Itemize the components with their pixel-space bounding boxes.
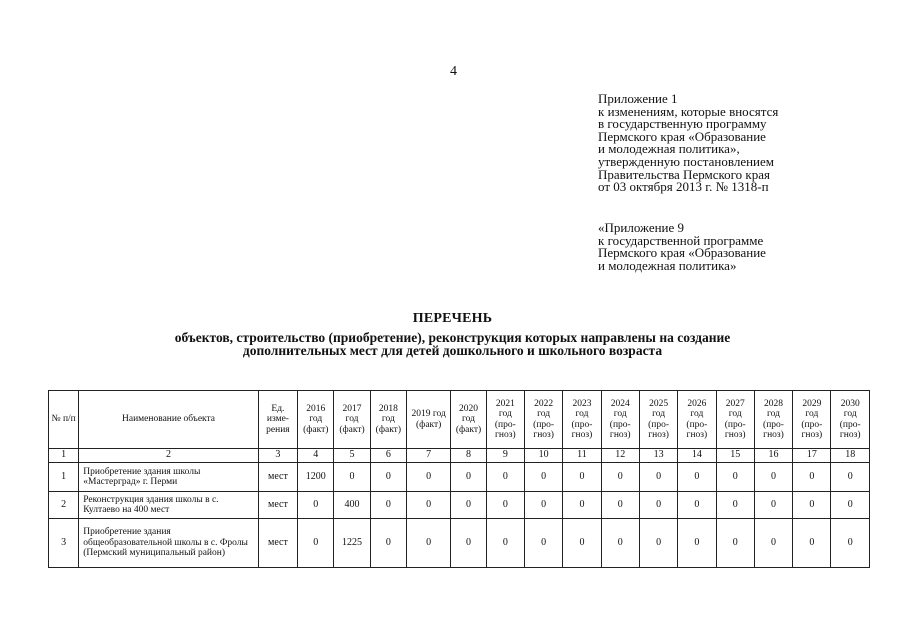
value-cell: 0 (486, 492, 524, 519)
value-cell: 0 (524, 492, 562, 519)
value-cell: 0 (678, 519, 716, 568)
value-cell: 0 (678, 463, 716, 492)
object-name-cell: Приобретение здания общеобразовательной школы в с. Фролы (Пермский муниципальный район) (79, 519, 259, 568)
appendix-1-line: и молодежная политика», (598, 141, 740, 157)
column-header: 2025 год (про- гноз) (639, 391, 677, 449)
column-header: 2028 год (про- гноз) (754, 391, 792, 449)
appendix-1-line: Правительства Пермского края (598, 166, 770, 182)
column-number: 18 (831, 449, 870, 463)
value-cell: 0 (601, 463, 639, 492)
value-cell: 0 (451, 519, 486, 568)
column-header: 2023 год (про- гноз) (563, 391, 601, 449)
value-cell: 0 (524, 463, 562, 492)
value-cell: 0 (486, 519, 524, 568)
column-number: 4 (298, 449, 334, 463)
object-name-cell: Приобретение здания школы «Мастерград» г. Перми (79, 463, 259, 492)
value-cell: 0 (716, 492, 754, 519)
column-header: 2021 год (про- гноз) (486, 391, 524, 449)
value-cell: 0 (563, 492, 601, 519)
value-cell: 0 (370, 492, 406, 519)
appendix-1-line: от 03 октября 2013 г. № 1318-п (598, 179, 769, 195)
value-cell: 0 (370, 463, 406, 492)
value-cell: 0 (678, 492, 716, 519)
objects-table (48, 390, 870, 568)
value-cell: 0 (451, 492, 486, 519)
appendix-1-reference (598, 93, 778, 194)
column-header: 2030 год (про- гноз) (831, 391, 870, 449)
column-number: 11 (563, 449, 601, 463)
column-number: 2 (79, 449, 259, 463)
column-header: 2026 год (про- гноз) (678, 391, 716, 449)
value-cell: 1200 (298, 463, 334, 492)
value-cell: 400 (334, 492, 370, 519)
row-number-cell: 1 (49, 463, 79, 492)
column-header: 2020 год (факт) (451, 391, 486, 449)
column-header: 2024 год (про- гноз) (601, 391, 639, 449)
value-cell: 0 (298, 519, 334, 568)
value-cell: 0 (793, 463, 831, 492)
value-cell: 0 (754, 492, 792, 519)
row-number-cell: 2 (49, 492, 79, 519)
value-cell: 0 (601, 519, 639, 568)
column-number: 12 (601, 449, 639, 463)
column-number: 15 (716, 449, 754, 463)
column-header: 2029 год (про- гноз) (793, 391, 831, 449)
subtitle-line: дополнительных мест для детей дошкольного и школьного возраста (242, 343, 663, 358)
page-number: 4 (450, 64, 457, 79)
column-number: 14 (678, 449, 716, 463)
column-header: 2019 год (факт) (406, 391, 450, 449)
document-title: ПЕРЕЧЕНЬ (412, 311, 493, 326)
unit-cell: мест (258, 519, 297, 568)
table-body (49, 463, 870, 568)
value-cell: 0 (754, 463, 792, 492)
unit-cell: мест (258, 492, 297, 519)
value-cell: 0 (563, 463, 601, 492)
column-number: 16 (754, 449, 792, 463)
value-cell: 0 (716, 463, 754, 492)
column-number-row (49, 449, 870, 463)
column-number: 10 (524, 449, 562, 463)
object-name-cell: Реконструкция здания школы в с. Култаево на 400 мест (79, 492, 259, 519)
column-header: Наименование объекта (79, 391, 259, 449)
value-cell: 0 (298, 492, 334, 519)
appendix-1-line: к изменениям, которые вносятся (598, 103, 779, 119)
column-number: 3 (258, 449, 297, 463)
column-header: Ед. изме- рения (258, 391, 297, 449)
value-cell: 0 (406, 463, 450, 492)
appendix-9-line: к государственной программе (598, 232, 764, 248)
value-cell: 0 (754, 519, 792, 568)
value-cell: 0 (793, 492, 831, 519)
column-number: 1 (49, 449, 79, 463)
appendix-9-line: «Приложение 9 (598, 220, 685, 235)
column-header: 2016 год (факт) (298, 391, 334, 449)
value-cell: 0 (716, 519, 754, 568)
appendix-1-line: Пермского края «Образование (598, 128, 766, 144)
document-subtitle (0, 331, 905, 357)
value-cell: 0 (639, 463, 677, 492)
appendix-1-line: утвержденную постановлением (598, 153, 775, 169)
value-cell: 0 (370, 519, 406, 568)
value-cell: 0 (334, 463, 370, 492)
row-number-cell: 3 (49, 519, 79, 568)
column-number: 9 (486, 449, 524, 463)
column-header: № п/п (49, 391, 79, 449)
value-cell: 0 (831, 492, 870, 519)
table-header-row (49, 391, 870, 449)
unit-cell: мест (258, 463, 297, 492)
column-header: 2018 год (факт) (370, 391, 406, 449)
value-cell: 0 (451, 463, 486, 492)
value-cell: 0 (601, 492, 639, 519)
value-cell: 0 (639, 519, 677, 568)
column-header: 2022 год (про- гноз) (524, 391, 562, 449)
appendix-9-reference (598, 222, 766, 272)
column-number: 6 (370, 449, 406, 463)
table-row (49, 492, 870, 519)
appendix-9-line: Пермского края «Образование (598, 245, 766, 261)
table-row (49, 519, 870, 568)
column-number: 13 (639, 449, 677, 463)
subtitle-line: объектов, строительство (приобретение), реконструкция которых направлены на создание (174, 330, 731, 345)
value-cell: 0 (406, 519, 450, 568)
value-cell: 0 (524, 519, 562, 568)
value-cell: 0 (563, 519, 601, 568)
value-cell: 0 (406, 492, 450, 519)
appendix-1-line: Приложение 1 (598, 91, 678, 106)
appendix-9-line: и молодежная политика» (598, 257, 737, 273)
value-cell: 0 (486, 463, 524, 492)
column-number: 5 (334, 449, 370, 463)
value-cell: 0 (639, 492, 677, 519)
column-number: 8 (451, 449, 486, 463)
value-cell: 0 (793, 519, 831, 568)
value-cell: 0 (831, 519, 870, 568)
column-header: 2027 год (про- гноз) (716, 391, 754, 449)
value-cell: 0 (831, 463, 870, 492)
table-row (49, 463, 870, 492)
column-header: 2017 год (факт) (334, 391, 370, 449)
column-number: 17 (793, 449, 831, 463)
column-number: 7 (406, 449, 450, 463)
value-cell: 1225 (334, 519, 370, 568)
appendix-1-line: в государственную программу (598, 116, 767, 132)
